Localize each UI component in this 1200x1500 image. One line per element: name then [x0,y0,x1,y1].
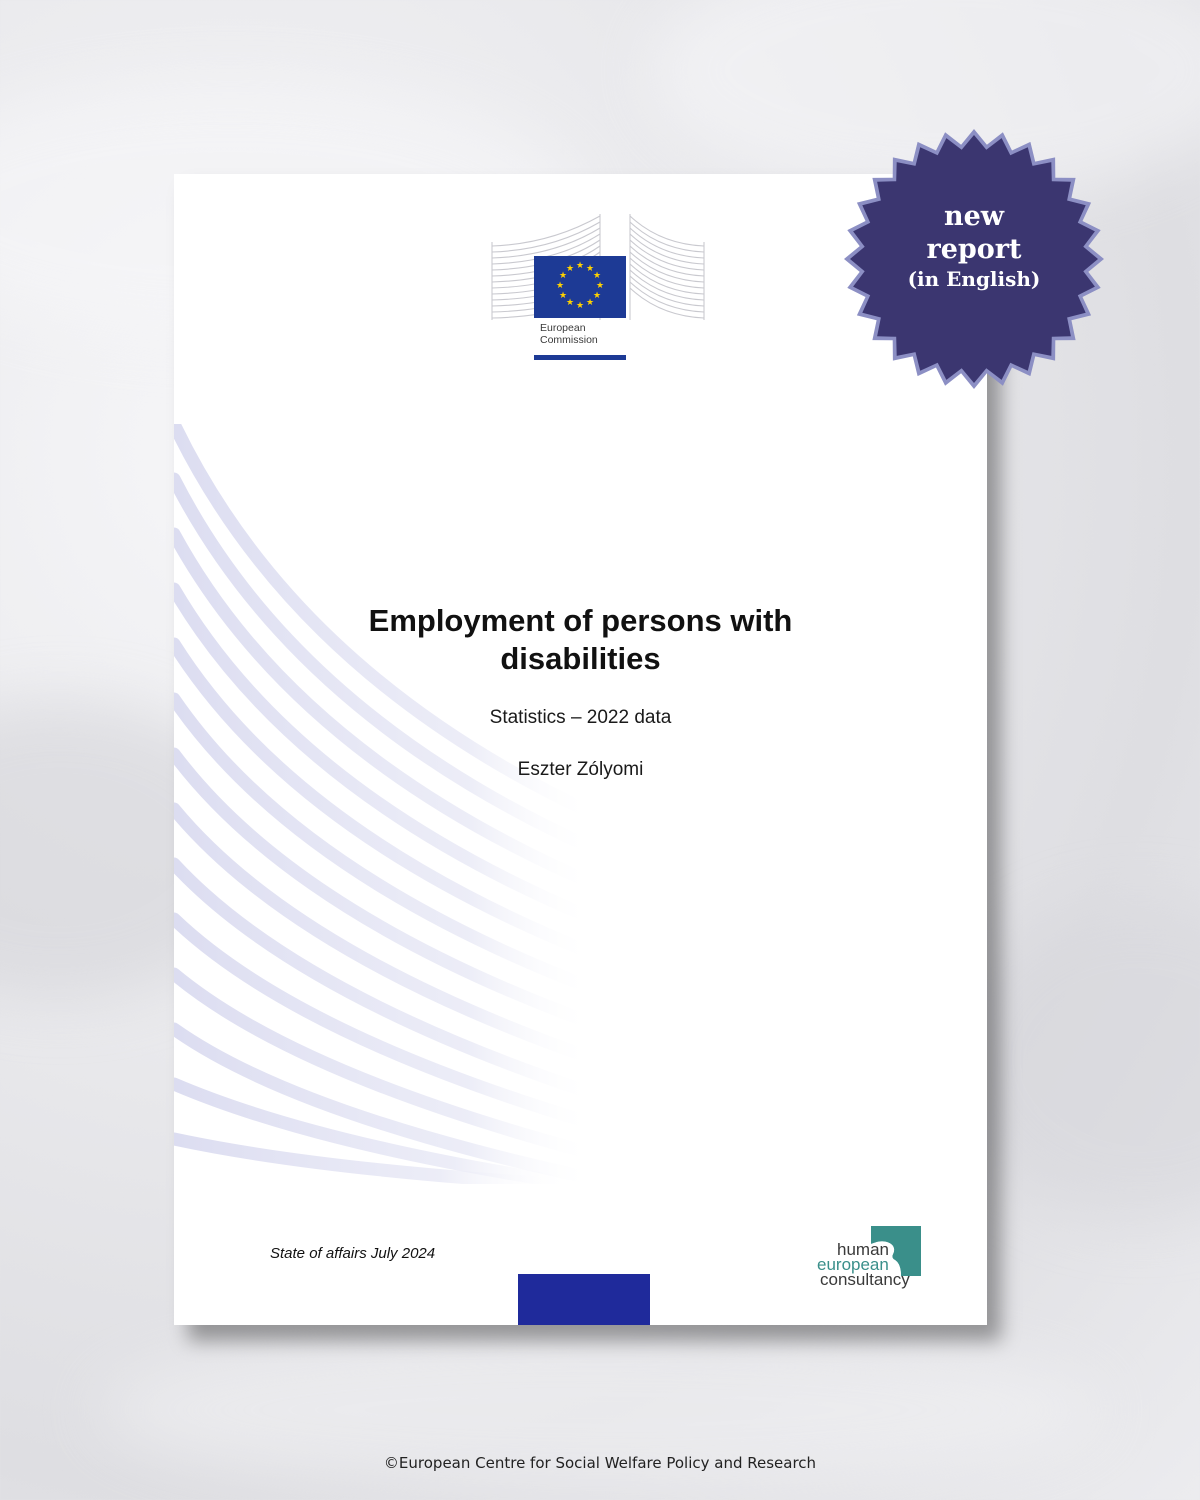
human-european-consultancy-logo [808,1224,938,1304]
eu-flag [534,256,626,318]
publisher-underline [534,355,626,360]
badge-text-line: report [926,234,1022,265]
report-author: Eszter Zólyomi [517,759,644,780]
svg-text:★: ★ [575,261,585,271]
badge-text-line: new [943,201,1005,232]
eu-stars-icon [534,256,626,318]
svg-text:★: ★ [575,301,585,311]
svg-text:★: ★ [585,298,595,308]
partner-logo-word: human [837,1240,889,1259]
svg-text:★: ★ [565,264,575,274]
publisher-line: Commission [540,334,598,346]
report-title [234,602,927,678]
partner-logo-word: european [817,1255,889,1274]
report-subtitle: Statistics – 2022 data [489,707,672,728]
svg-text:★: ★ [565,298,575,308]
report-title-line: Employment of persons with [368,603,793,638]
partner-logo-word: consultancy [820,1270,910,1289]
copyright-credit: ©European Centre for Social Welfare Policy and Research [383,1454,817,1472]
publisher-name [540,322,598,346]
svg-text:★: ★ [558,271,568,281]
svg-text:★: ★ [595,281,605,291]
publisher-line: European [540,322,586,334]
decorative-swoosh [174,424,594,1184]
svg-text:★: ★ [555,281,565,291]
new-report-badge [843,200,1105,292]
state-of-affairs: State of affairs July 2024 [270,1245,436,1262]
svg-text:★: ★ [592,291,602,301]
badge-text-line: (in English) [907,267,1041,291]
svg-text:★: ★ [592,271,602,281]
footer-blue-bar [518,1274,650,1325]
background-fold [950,900,1200,1220]
report-title-line: disabilities [500,641,661,676]
svg-text:★: ★ [585,264,595,274]
svg-text:★: ★ [558,291,568,301]
european-commission-logo [490,212,706,362]
